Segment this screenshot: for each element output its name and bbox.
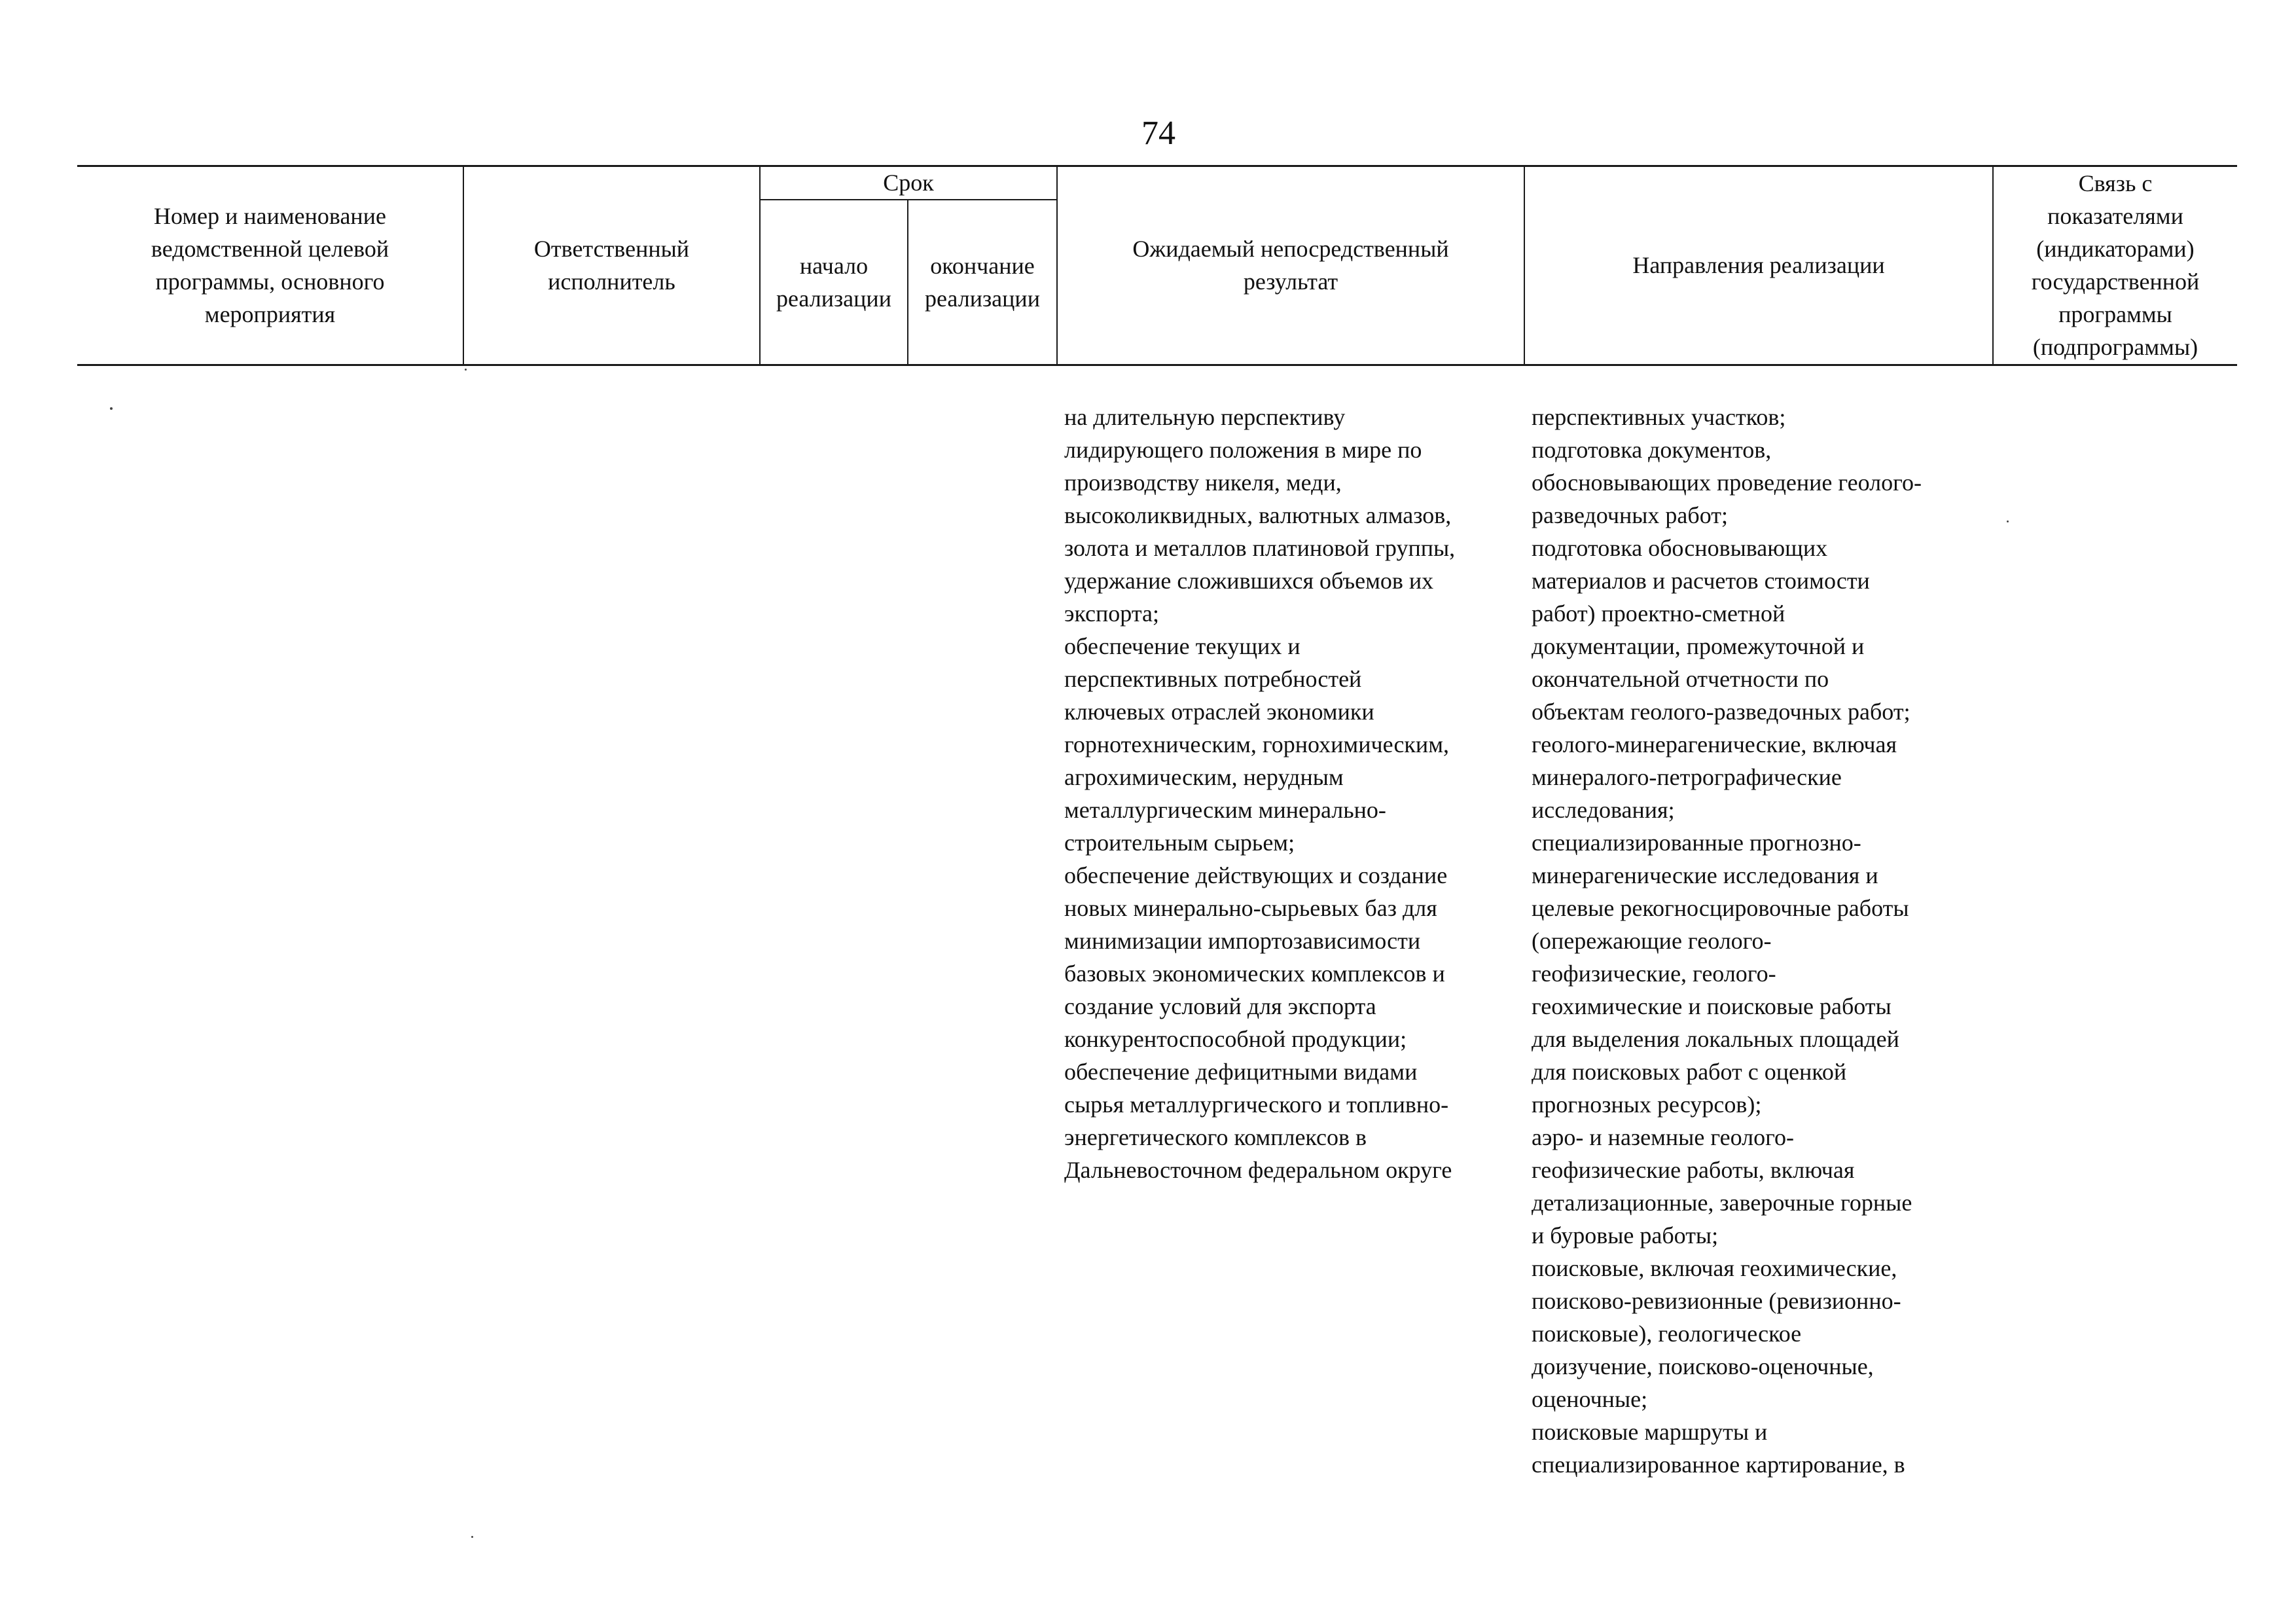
header-end-text: окончание реализации <box>925 253 1040 312</box>
header-directions-text: Направления реализации <box>1632 252 1885 278</box>
header-start-text: начало реализации <box>776 253 891 312</box>
scan-speck <box>465 369 467 371</box>
row-expected-result: на длительную перспективу лидирующего положения в мире по производству никеля, меди, высоколиквидных, валютных алмазов, золота и металлов платиновой группы, удержание сложившихся объемов их экспорта; обеспечение текущих и перспективных потребностей ключевых отраслей экономики горнотехническим, горнохимическим, агрохимическим, нерудным металлургическим минерально- строительным сырьем; обеспечение действующих и создание новых минерально-сырьевых баз для минимизации импортозависимости базовых экономических комплексов и создание условий для экспорта конкурентоспособной продукции; обеспечение дефицитными видами сырья металлургического и топливно- энергетического комплексов в Дальневосточном федеральном округе <box>1064 404 1456 1183</box>
header-expected-result-text: Ожидаемый непосредственный результат <box>1132 236 1449 295</box>
scan-speck <box>471 1536 473 1538</box>
header-indicators <box>1994 166 2237 364</box>
page-number: 74 <box>1141 115 1175 152</box>
header-responsible-text: Ответственный исполнитель <box>533 236 690 295</box>
header-program-text: Номер и наименование ведомственной целевой программы, основного мероприятия <box>151 203 389 327</box>
header-indicators-text: Связь с показателями (индикаторами) государственной программы (подпрограммы) <box>2031 170 2200 360</box>
scan-speck <box>110 407 113 410</box>
header-term <box>761 166 1056 199</box>
header-expected-result <box>1058 166 1524 364</box>
row-directions: перспективных участков; подготовка документов, обосновывающих проведение геолого- разведочных работ; подготовка обосновывающих материалов и расчетов стоимости работ) проектно-сметной документации, промежуточной и окончательной отчетности по объектам геолого-разведочных работ; геолого-минерагенические, включая минералого-петрографические исследования; специализированные прогнозно- минерагенические исследования и целевые рекогносцировочные работы (опережающие геолого- геофизические, геолого- геохимические и поисковые работы для выделения локальных площадей для поисковых работ с оценкой прогнозных ресурсов); аэро- и наземные геолого- геофизические работы, включая детализационные, заверочные горные и буровые работы; поисковые, включая геохимические, поисково-ревизионные (ревизионно- поисковые), геологическое доизучение, поисково-оценочные, оценочные; поисковые маршруты и специализированное картирование, в <box>1532 404 1922 1478</box>
header-responsible <box>464 166 759 364</box>
header-directions <box>1525 166 1992 364</box>
header-start <box>761 200 907 364</box>
header-end <box>908 200 1056 364</box>
table-header-bottom-border <box>77 364 2237 366</box>
header-term-text: Срок <box>883 170 934 196</box>
scan-speck <box>2007 520 2009 522</box>
header-program <box>77 166 463 364</box>
